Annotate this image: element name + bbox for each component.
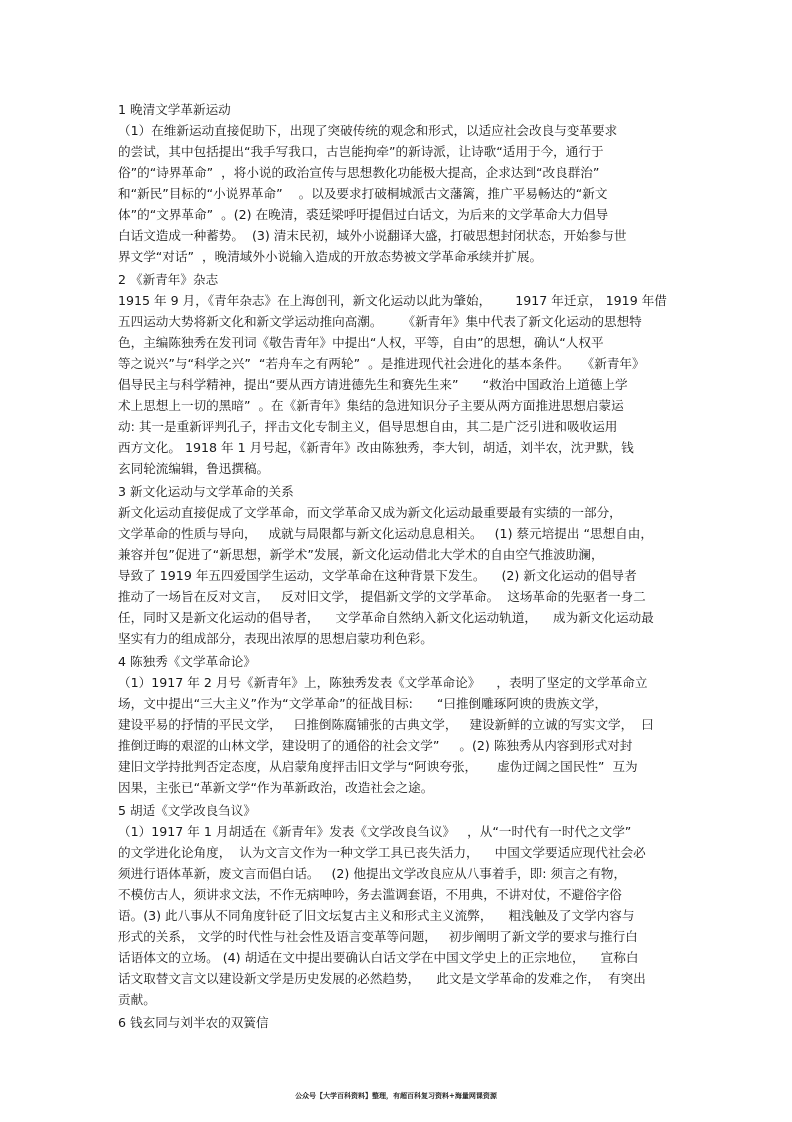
section-heading: 6 钱玄同与刘半农的双簧信 [118,1015,269,1030]
paragraph-line: 倡导民主与科学精神，提出“要从西方请进德先生和赛先生来” “救治中国政治上道德上学 [118,377,628,392]
section-heading: 3 新文化运动与文学革命的关系 [118,484,294,499]
paragraph-line: 任，同时又是新文化运动的倡导者， 文学革命自然纳入新文化运动轨道， 成为新文化运动最 [118,610,654,625]
paragraph-line: （1）1917 年 2 月号《新青年》上，陈独秀发表《文学革命论》 ，表明了坚定的文学革命立 [118,675,648,690]
section-heading: 2 《新青年》杂志 [118,272,219,287]
paragraph-line: 推动了一场旨在反对文言， 反对旧文学， 提倡新文学的文学革命。 这场革命的先驱者一身二 [118,589,646,604]
paragraph-line: 坚实有力的组成部分，表现出浓厚的思想启蒙功利色彩。 [118,631,433,646]
paragraph-line: 的尝试，其中包括提出“我手写我口，古岂能拘牵”的新诗派，让诗歌“适用于今，通行于 [118,144,604,159]
paragraph-line: 兼容并包”促进了“新思想，新学术”发展，新文化运动借北大学术的自由空气推波助澜， [118,547,604,562]
paragraph-line: 五四运动大势将新文化和新文学运动推向高潮。 《新青年》集中代表了新文化运动的思想特 [118,314,642,329]
paragraph-line: 推倒迂晦的艰涩的山林文学，建设明了的通俗的社会文学” 。(2) 陈独秀从内容到形式对封 [118,738,633,753]
paragraph-line: 的文学进化论角度， 认为文言文作为一种文学工具已丧失活力， 中国文学要适应现代社会必 [118,845,646,860]
paragraph-line: 贡献。 [118,992,156,1007]
paragraph-line: 不模仿古人，须讲求文法，不作无病呻吟，务去滥调套语，不用典，不讲对仗，不避俗字俗 [118,887,622,902]
paragraph-line: 建旧文学持批判否定态度，从启蒙角度抨击旧文学与“阿谀夸张， 虚伪迂阔之国民性” 互为 [118,759,638,774]
paragraph-line: 文学革命的性质与导向， 成就与局限都与新文化运动息息相关。 (1) 蔡元培提出 “思想自由， [118,526,653,541]
paragraph-line: 须进行语体革新，废文言而倡白话。 (2) 他提出文学改良应从八事着手，即: 须言之有物， [118,866,627,881]
paragraph-line: 动: 其一是重新评判孔子，抨击文化专制主义，倡导思想自由，其二是广泛引进和吸收运用 [118,419,618,434]
paragraph-line: 语。(3) 此八事从不同角度针砭了旧文坛复古主义和形式主义流弊， 粗浅触及了文学内容与 [118,908,635,923]
paragraph-line: 俗”的“诗界革命” ，将小说的政治宣传与思想教化功能极大提高，企求达到“改良群治” [118,165,600,180]
paragraph-line: 体”的“文界革命” 。(2) 在晚清，裘廷梁呼吁提倡过白话文，为后来的文学革命大力倡导 [118,207,609,222]
paragraph-line: 形式的关系， 文学的时代性与社会性及语言变革等问题， 初步阐明了新文学的要求与推行白 [118,929,638,944]
paragraph-line: 1915 年 9 月，《青年杂志》在上海创刊，新文化运动以此为肇始， 1917 年迁京， 1919 年借 [118,293,667,308]
section-heading: 1 晚清文学革新运动 [118,102,231,117]
paragraph-line: 和“新民”目标的“小说界革命” 。以及要求打破桐城派古文藩篱，推广平易畅达的“新文 [118,186,608,201]
paragraph-line: 界文学“对话” ，晚清域外小说输入造成的开放态势被文学革命承续并扩展。 [118,249,543,264]
paragraph-line: 导致了 1919 年五四爱国学生运动，文学革命在这种背景下发生。 (2) 新文化运动的倡导者 [118,568,637,583]
paragraph-line: 建设平易的抒情的平民文学， 曰推倒陈腐铺张的古典文学， 建设新鲜的立诚的写实文学， 曰 [118,717,654,732]
paragraph-line: 玄同轮流编辑，鲁迅撰稿。 [118,461,270,476]
paragraph-line: （1）在维新运动直接促助下，出现了突破传统的观念和形式，以适应社会改良与变革要求 [118,123,618,138]
section-heading: 4 陈独秀《文学革命论》 [118,654,256,669]
paragraph-line: 新文化运动直接促成了文学革命，而文学革命又成为新文化运动最重要最有实绩的一部分， [118,505,622,520]
paragraph-line: 白话文造成一种蓄势。 (3) 清末民初，域外小说翻译大盛，打破思想封闭状态，开始参与世 [118,228,627,243]
paragraph-line: 话文取替文言文以建设新文学是历史发展的必然趋势， 此文是文学革命的发难之作， 有突出 [118,971,646,986]
section-heading: 5 胡适《文学改良刍议》 [118,803,256,818]
paragraph-line: 术上思想上一切的黑暗” 。在《新青年》集结的急进知识分子主要从两方面推进思想启蒙运 [118,398,624,413]
paragraph-line: 西方文化。 1918 年 1 月号起，《新青年》改由陈独秀，李大钊，胡适，刘半农，沈尹默，钱 [118,440,634,455]
paragraph-line: 色，主编陈独秀在发刊词《敬告青年》中提出“人权，平等，自由”的思想，确认“人权平 [118,335,604,350]
paragraph-line: 等之说兴”与“科学之兴” “若舟车之有两轮” 。是推进现代社会进化的基本条件。 《新青年》 [118,356,645,371]
paragraph-line: 场，文中提出“三大主义”作为“文学革命”的征战目标: “曰推倒雕琢阿谀的贵族文学， [118,696,608,711]
page-footer-note: 公众号【大学百科资料】整理，有超百科复习资料+海量网课资源 [295,1091,497,1100]
paragraph-line: 因果，主张已“革新文学“作为革新政治，改造社会之途。 [118,780,434,795]
paragraph-line: 话语体文的立场。 (4) 胡适在文中提出要确认白话文学在中国文学史上的正宗地位， 宣称白 [118,950,639,965]
paragraph-line: （1）1917 年 1 月胡适在《新青年》发表《文学改良刍议》 ，从“一时代有一时代之文学” [118,824,632,839]
